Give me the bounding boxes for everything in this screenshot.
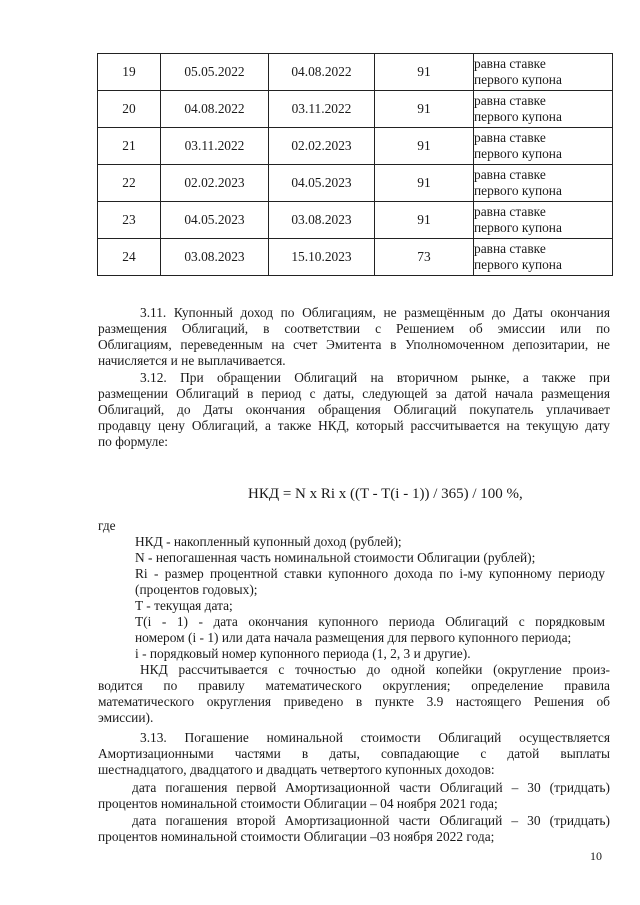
coupon-number-cell: 22 <box>98 165 161 202</box>
paragraph-3-13 <box>98 730 610 778</box>
text-line: Облигаций, до Даты окончания обращения Облигаций покупатель уплачивает <box>98 402 610 417</box>
text-line: процентов номинальной стоимости Облигации –03 ноября 2022 года; <box>98 829 495 844</box>
definition-line: i - порядковый номер купонного периода (1, 2, 3 и другие). <box>135 646 471 661</box>
text-line: математического округления приведено в пункте 3.9 настоящего Решения об <box>98 694 610 709</box>
period-start-cell: 03.11.2022 <box>161 128 269 165</box>
paragraph-3-12 <box>98 370 610 450</box>
coupon-rate-cell <box>474 165 613 202</box>
coupon-rate-text: первого купона <box>474 146 562 161</box>
period-start-cell: 04.08.2022 <box>161 91 269 128</box>
text-line: Облигациям, переведенным на счет Эмитента в Уполномоченном депозитарии, не <box>98 337 610 352</box>
period-end-cell: 03.11.2022 <box>269 91 375 128</box>
definition-line: T - текущая дата; <box>135 598 233 613</box>
amortization-first <box>98 780 610 812</box>
formula-definitions <box>135 534 605 662</box>
coupon-number-cell: 23 <box>98 202 161 239</box>
definition-line: N - непогашенная часть номинальной стоимости Облигации (рублей); <box>135 550 536 565</box>
text-line: эмиссии). <box>98 710 154 725</box>
coupon-rate-text: первого купона <box>474 183 562 198</box>
coupon-row <box>98 239 613 276</box>
coupon-row <box>98 202 613 239</box>
period-days-cell: 91 <box>375 91 474 128</box>
coupon-rate-text: первого купона <box>474 220 562 235</box>
coupon-rate-cell <box>474 239 613 276</box>
text-line: дата погашения первой Амортизационной части Облигаций – 30 (тридцать) <box>132 780 610 795</box>
text-line: продавцу цену Облигаций, а также НКД, который рассчитывается на текущую дату <box>98 418 610 433</box>
text-line: размещения Облигаций, в соответствии с Решением об эмиссии или по <box>98 321 610 336</box>
text-line: 3.13. Погашение номинальной стоимости Облигаций осуществляется <box>140 730 610 745</box>
definition-line: НКД - накопленный купонный доход (рублей); <box>135 534 402 549</box>
definition-line: Ri - размер процентной ставки купонного дохода по i-му купонному периоду <box>135 566 605 581</box>
text-line: НКД рассчитывается с точностью до одной копейки (округление произ- <box>140 662 610 677</box>
coupon-schedule-table <box>97 53 613 276</box>
coupon-number-cell: 20 <box>98 91 161 128</box>
definition-line: номером (i - 1) или дата начала размещения для первого купонного периода; <box>135 630 572 645</box>
period-days-cell: 91 <box>375 54 474 91</box>
coupon-row <box>98 54 613 91</box>
coupon-rate-text: равна ставке <box>474 204 546 219</box>
text-line: шестнадцатого, двадцатого и двадцать четвертого купонных доходов: <box>98 762 495 777</box>
text-line: 3.12. При обращении Облигаций на вторичном рынке, а также при <box>140 370 610 385</box>
period-days-cell: 91 <box>375 128 474 165</box>
amortization-second <box>98 813 610 845</box>
period-end-cell: 02.02.2023 <box>269 128 375 165</box>
text-line: размещении Облигаций в период с даты, следующей за датой начала размещения <box>98 386 610 401</box>
page-number: 10 <box>590 849 602 863</box>
paragraph-3-11 <box>98 305 610 369</box>
period-days-cell: 91 <box>375 202 474 239</box>
coupon-number-cell: 21 <box>98 128 161 165</box>
period-end-cell: 03.08.2023 <box>269 202 375 239</box>
period-start-cell: 05.05.2022 <box>161 54 269 91</box>
text-line: по формуле: <box>98 434 168 449</box>
paragraph-rounding <box>98 662 610 726</box>
coupon-rate-text: равна ставке <box>474 130 546 145</box>
coupon-rate-text: первого купона <box>474 257 562 272</box>
coupon-number-cell: 19 <box>98 54 161 91</box>
where-label: где <box>98 518 116 533</box>
coupon-row <box>98 91 613 128</box>
coupon-row <box>98 165 613 202</box>
coupon-rate-text: первого купона <box>474 72 562 87</box>
period-end-cell: 04.08.2022 <box>269 54 375 91</box>
coupon-rate-cell <box>474 54 613 91</box>
text-line: 3.11. Купонный доход по Облигациям, не размещённым до Даты окончания <box>140 305 610 320</box>
coupon-rate-text: равна ставке <box>474 167 546 182</box>
coupon-rate-text: равна ставке <box>474 241 546 256</box>
coupon-number-cell: 24 <box>98 239 161 276</box>
coupon-row <box>98 128 613 165</box>
text-line: Амортизационными частями в даты, совпадающие с датой выплаты <box>98 746 610 761</box>
period-days-cell: 73 <box>375 239 474 276</box>
period-start-cell: 02.02.2023 <box>161 165 269 202</box>
coupon-rate-cell <box>474 202 613 239</box>
coupon-rate-cell <box>474 91 613 128</box>
text-line: процентов номинальной стоимости Облигации – 04 ноября 2021 года; <box>98 796 498 811</box>
text-line: начисляется и не выплачивается. <box>98 353 286 368</box>
coupon-rate-text: равна ставке <box>474 93 546 108</box>
period-days-cell: 91 <box>375 165 474 202</box>
nkd-formula: НКД = N x Ri x ((T - T(i - 1)) / 365) / 100 %, <box>248 486 523 502</box>
text-line: водится по правилу математического округления; определение правила <box>98 678 610 693</box>
period-start-cell: 03.08.2023 <box>161 239 269 276</box>
period-start-cell: 04.05.2023 <box>161 202 269 239</box>
text-line: дата погашения второй Амортизационной части Облигаций – 30 (тридцать) <box>132 813 610 828</box>
definition-line: T(i - 1) - дата окончания купонного периода Облигаций с порядковым <box>135 614 605 629</box>
coupon-rate-text: первого купона <box>474 109 562 124</box>
period-end-cell: 15.10.2023 <box>269 239 375 276</box>
period-end-cell: 04.05.2023 <box>269 165 375 202</box>
coupon-rate-text: равна ставке <box>474 56 546 71</box>
coupon-rate-cell <box>474 128 613 165</box>
definition-line: (процентов годовых); <box>135 582 258 597</box>
